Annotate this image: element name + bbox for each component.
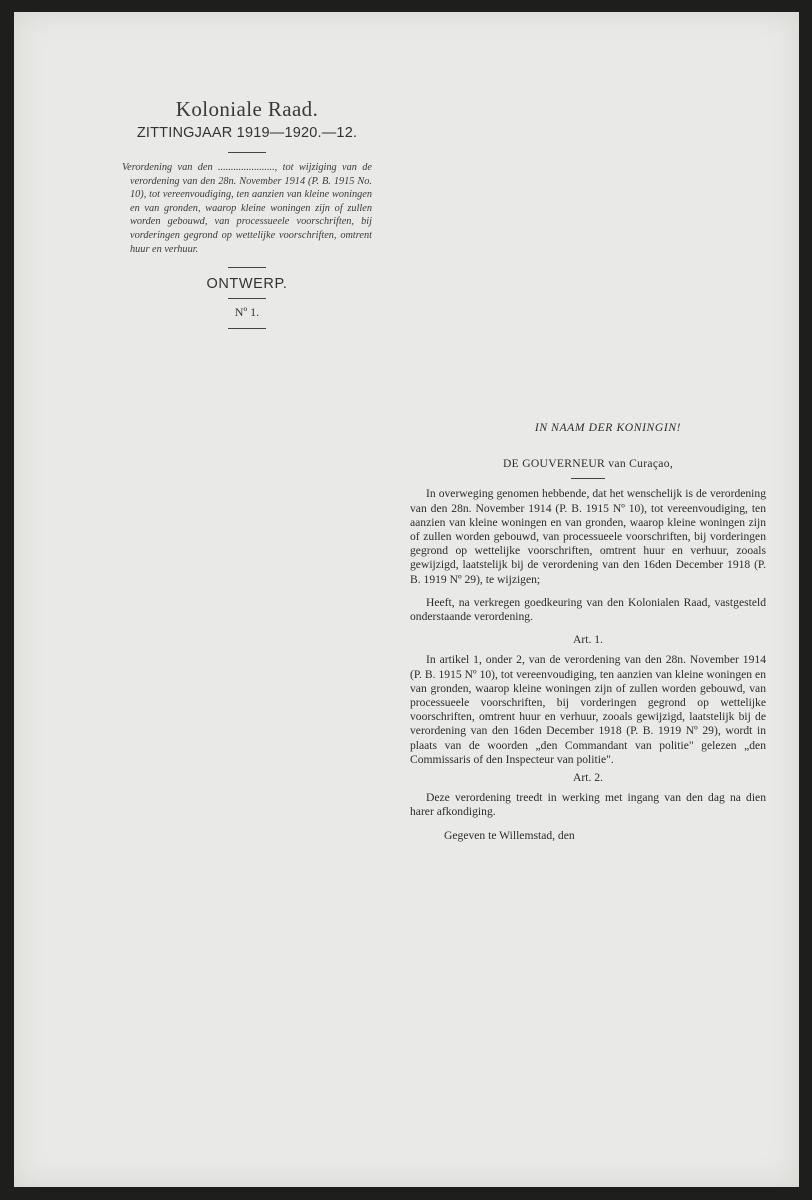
document-page [14, 12, 799, 1187]
divider [228, 152, 266, 153]
invocation: IN NAAM DER KONINGIN! [534, 421, 682, 434]
divider [228, 267, 266, 268]
divider [571, 478, 605, 479]
enactment-clause: Heeft, na verkregen goedkeuring van den Kolonialen Raad, vastgesteld onderstaande verordening. [410, 595, 766, 624]
issuer: DE GOUVERNEUR van Curaçao, [502, 457, 674, 471]
article-heading: Art. 2. [573, 771, 603, 785]
ordinance-summary: Verordening van den ......................, tot wijziging van de verordening van den 28n. November 1914 (P. B. 1915 No. 10), tot vereenvoudiging, ten aanzien van kleine woningen en van gronden, waarop kleine woningen zijn of zullen worden gebouwd, van processueele voorschriften, bij vorderingen gegrond op wettelijke voorschriften, omtrent huur en verhuur. [122, 162, 372, 255]
article-text: In artikel 1, onder 2, van de verordening van den 28n. November 1914 (P. B. 1915 Nº 10), tot vereenvoudiging, ten aanzien van kleine woningen en van gronden, waarop kleine woningen zijn of zullen worden gebouwd, van processueele voorschriften, bij vorderingen gegrond op wettelijke voorschriften, omtrent huur en verhuur, zooals gewijzigd, laatstelijk bij de verordening van den 16den December 1918 (P. B. 1919 Nº 29), wordt in plaats van de woorden „den Commandant van politie" gelezen „den Commissaris of den Inspecteur van politie". [410, 653, 766, 766]
article-text: Deze verordening treedt in werking met ingang van den dag na dien harer afkondiging. [410, 791, 766, 819]
session-year: ZITTINGJAAR 1919—1920.—12. [136, 125, 358, 141]
header-block [122, 97, 372, 329]
decree-body [410, 421, 766, 843]
council-title: Koloniale Raad. [175, 97, 319, 121]
preamble: In overweging genomen hebbende, dat het wenschelijk is de verordening van den 28n. November 1914 (P. B. 1915 Nº 10), tot vereenvoudiging, ten aanzien van kleine woningen en van gronden, waarop kleine woningen zijn of zullen worden gebouwd, van processueele voorschriften, bij vorderingen gegrond op wettelijke voorschriften, omtrent huur en verhuur, zooals gewijzigd, laatstelijk bij de verordening van den 16den December 1918 (P. B. 1919 Nº 29), te wijzigen; [410, 487, 766, 586]
article-heading: Art. 1. [573, 633, 603, 647]
divider [228, 328, 266, 329]
document-number: Nº 1. [234, 305, 260, 320]
divider [228, 298, 266, 299]
draft-label: ONTWERP. [206, 276, 288, 293]
closing-line: Gegeven te Willemstad, den [444, 828, 575, 842]
